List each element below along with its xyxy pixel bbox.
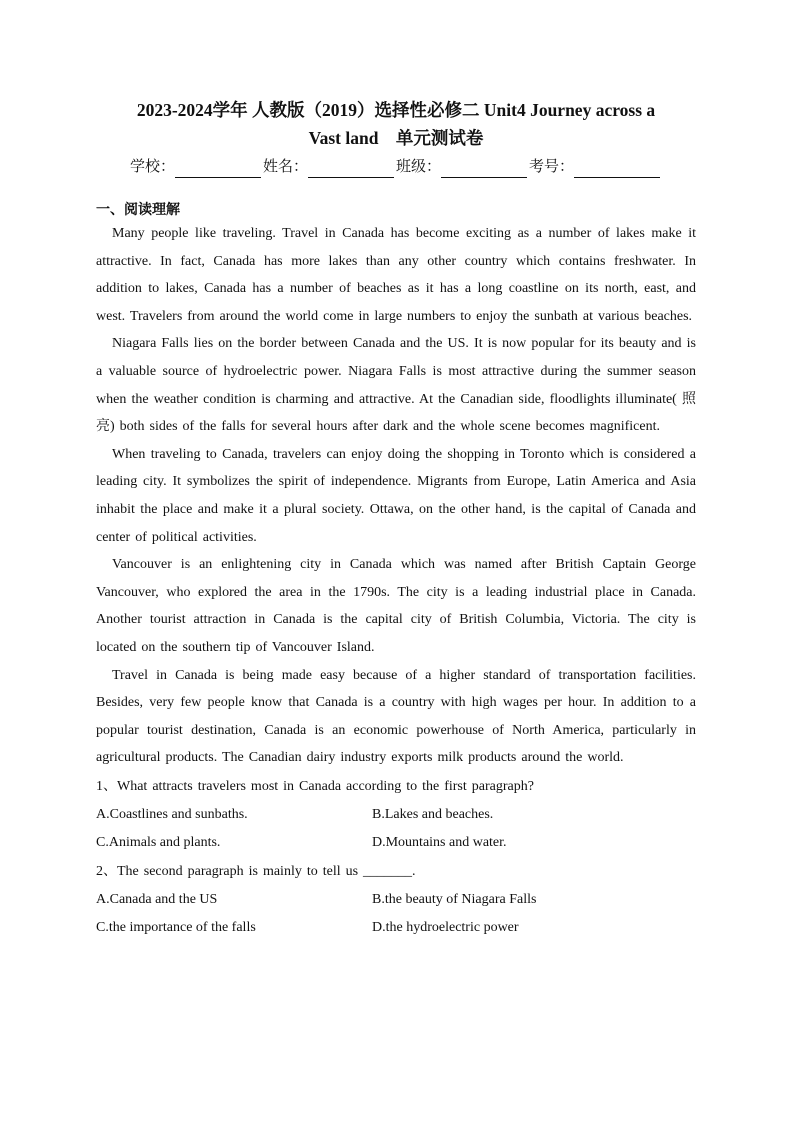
passage-paragraph: When traveling to Canada, travelers can enjoy doing the shopping in Toronto which is considered a leading city. It symbolizes the spirit of independence. Migrants from Europe, Latin America and Asia inhabit the place and make it a plural society. Ottawa, on the other hand, is the capital of Canada and center of political activities. [96,446,696,545]
question-2-option-b[interactable]: B.the beauty of Niagara Falls [372,891,537,907]
student-info-row [96,156,696,178]
class-field [396,156,527,178]
question-2-options [96,886,696,942]
name-blank[interactable] [308,161,394,178]
question-1-option-d[interactable]: D.Mountains and water. [372,834,507,850]
class-blank[interactable] [441,161,527,178]
name-field [263,156,394,178]
exam-number-field [529,156,660,178]
class-label: 班级： [396,159,442,175]
question-2-option-c[interactable]: C.the importance of the falls [96,919,256,935]
passage-paragraph: Niagara Falls lies on the border between Canada and the US. It is now popular for its beauty and is a valuable source of hydroelectric power. Niagara Falls is most attractive during the summer season when the weather condition is charming and attractive. At the Canadian side, floodlights illuminate( 照亮) both sides of the falls for several hours after dark and the whole scene becomes magnificent. [96,336,696,435]
title-line-1: 2023-2024学年 人教版（2019）选择性必修二 Unit4 Journey across a [136,100,656,120]
question-1-options [96,801,696,857]
passage-paragraph: Vancouver is an enlightening city in Canada which was named after British Captain George Vancouver, who explored the area in the 1790s. The city is a leading industrial place in Canada. Another tourist attraction in Canada is the capital city of British Columbia, Victoria. The city is located on the southern tip of Vancouver Island. [96,557,696,655]
section-heading: 一、阅读理解 [96,202,180,218]
question-2-option-d[interactable]: D.the hydroelectric power [372,919,519,935]
question-1-option-b[interactable]: B.Lakes and beaches. [372,806,494,822]
school-field [130,156,261,178]
question-1-option-a[interactable]: A.Coastlines and sunbaths. [96,806,248,822]
question-1-option-c[interactable]: C.Animals and plants. [96,834,221,850]
passage-paragraph: Many people like traveling. Travel in Canada has become exciting as a number of lakes make it attractive. In fact, Canada has more lakes than any other country which contains freshwater. In addition to lakes, Canada has a number of beaches as it has a long coastline on its north, east, and west. Travelers from around the world come in large numbers to enjoy the sunbath at various beaches. [96,226,696,324]
question-2-option-a[interactable]: A.Canada and the US [96,891,218,907]
school-label: 学校： [129,159,175,175]
page-title [96,96,696,152]
question-1-stem: 1、What attracts travelers most in Canada according to the first paragraph? [96,778,534,794]
question-2-stem: 2、The second paragraph is mainly to tell us _______. [96,863,416,879]
passage-paragraph: Travel in Canada is being made easy because of a higher standard of transportation facilities. Besides, very few people know that Canada is a country with high wages per hour. In addition to a popular tourist destination, Canada is an economic powerhouse of North America, particularly in agricultural products. The Canadian dairy industry exports milk products around the world. [96,667,696,766]
exam-number-label: 考号： [529,159,575,175]
school-blank[interactable] [175,161,261,178]
exam-page [96,96,696,942]
name-label: 姓名： [262,159,308,175]
title-line-2: Vast land 单元测试卷 [308,128,484,148]
exam-number-blank[interactable] [574,161,660,178]
